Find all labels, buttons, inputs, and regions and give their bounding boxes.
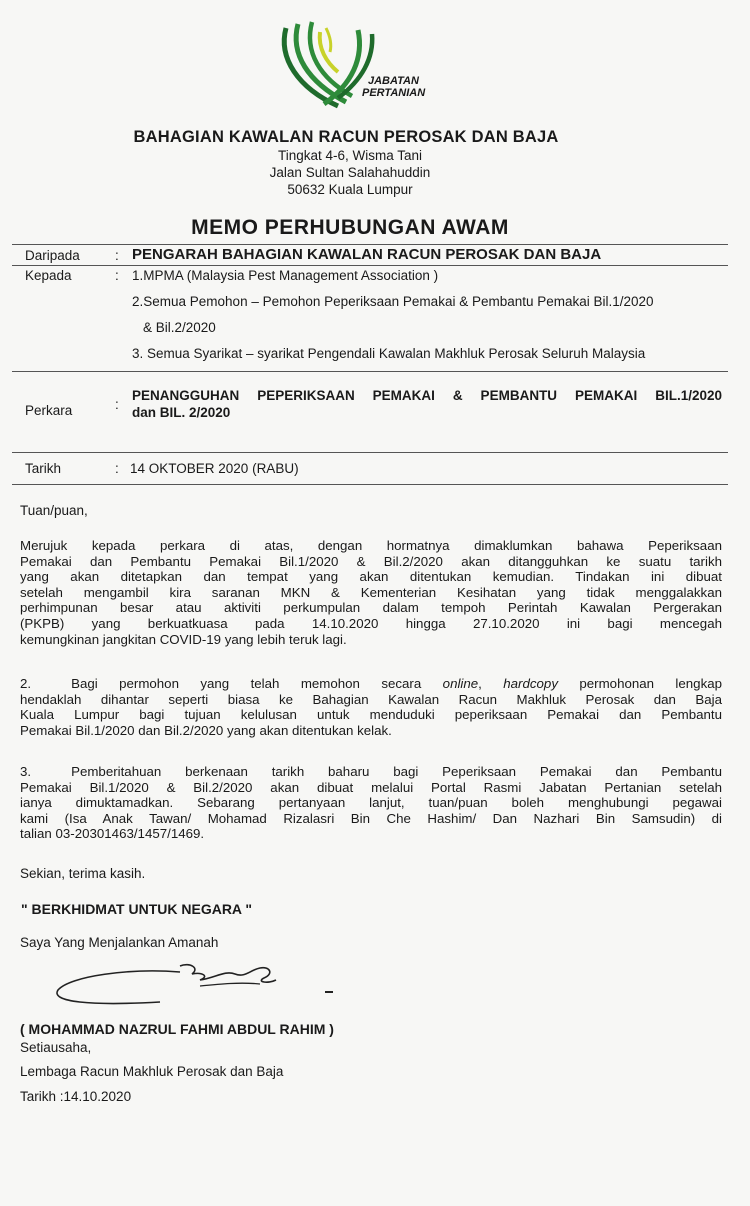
subject-line-2: dan BIL. 2/2020 xyxy=(132,405,231,420)
paragraph-line: setelah mengambil kira saranan MKN & Kementerian Kesihatan yang tidak menggalakkan xyxy=(20,584,722,600)
address-line-3: 50632 Kuala Lumpur xyxy=(287,182,413,197)
trust-line: Saya Yang Menjalankan Amanah xyxy=(20,935,219,950)
logo-text-pertanian: PERTANIAN xyxy=(362,87,426,99)
divider-line xyxy=(12,452,728,453)
signatory-organisation: Lembaga Racun Makhluk Perosak dan Baja xyxy=(20,1064,284,1079)
paragraph-line: Pemakai dan Pembantu Pemakai Bil.1/2020 & Bil.2/2020 akan ditangguhkan ke suatu tarikh xyxy=(20,553,722,569)
handwritten-signature xyxy=(50,958,350,1018)
closing: Sekian, terima kasih. xyxy=(20,866,146,881)
divider-line xyxy=(12,244,728,245)
paragraph-line: hendaklah dihantar seperti biasa ke Bahagian Kawalan Racun Makhluk Perosak dan Baja xyxy=(20,691,722,707)
to-item-3: 3. Semua Syarikat – syarikat Pengendali Kawalan Makhluk Perosak Seluruh Malaysia xyxy=(132,346,646,361)
paragraph-2-text: Bagi permohon yang telah memohon secara xyxy=(71,676,422,691)
paragraph-3-number: 3. xyxy=(20,764,32,779)
paragraph-1 xyxy=(20,538,722,647)
paragraph-3 xyxy=(20,764,722,842)
subject-label: Perkara xyxy=(25,403,73,418)
to-item-2-cont: & Bil.2/2020 xyxy=(143,320,216,335)
paragraph-2-text-post: permohonan lengkap xyxy=(579,676,723,691)
signatory-title: Setiausaha, xyxy=(20,1040,92,1055)
paragraph-2-online: online xyxy=(442,676,479,691)
wheat-leaf-logo-icon xyxy=(268,18,428,118)
divider-line xyxy=(12,265,728,266)
paragraph-line: Pemakai Bil.1/2020 dan Bil.2/2020 yang akan ditentukan kelak. xyxy=(20,722,392,738)
paragraph-line: Pemakai Bil.1/2020 & Bil.2/2020 akan dibuat melalui Portal Rasmi Jabatan Pertanian setelah xyxy=(20,779,722,795)
divider-line xyxy=(12,371,728,372)
paragraph-line xyxy=(20,764,722,780)
paragraph-line: ianya dimuktamadkan. Sebarang pertanyaan lanjut, tuan/puan boleh menghubungi pegawai xyxy=(20,795,722,811)
date-value: 14 OKTOBER 2020 (RABU) xyxy=(130,461,299,476)
paragraph-line: Merujuk kepada perkara di atas, dengan hormatnya dimaklumkan bahawa Peperiksaan xyxy=(20,538,722,553)
subject-colon: : xyxy=(115,397,119,412)
paragraph-line: Kuala Lumpur bagi tujuan kelulusan untuk menduduki peperiksaan Pemakai dan Pembantu xyxy=(20,707,722,723)
to-colon: : xyxy=(115,268,119,283)
signatory-date: Tarikh :14.10.2020 xyxy=(20,1089,132,1104)
paragraph-2 xyxy=(20,676,722,738)
from-label: Daripada xyxy=(25,248,80,263)
to-item-1: 1.MPMA (Malaysia Pest Management Association ) xyxy=(132,268,439,283)
address-line-2: Jalan Sultan Salahahuddin xyxy=(269,165,431,180)
paragraph-line: talian 03-20301463/1457/1469. xyxy=(20,826,205,842)
logo-text-jabatan: JABATAN xyxy=(368,75,419,87)
paragraph-2-number: 2. xyxy=(20,676,32,691)
paragraph-line: (PKPB) yang berkuatkuasa pada 14.10.2020 hingga 27.10.2020 ini bagi mencegah xyxy=(20,615,722,631)
signatory-name: ( MOHAMMAD NAZRUL FAHMI ABDUL RAHIM ) xyxy=(20,1021,334,1037)
signature-icon xyxy=(50,958,350,1018)
subject-value xyxy=(132,387,722,421)
memo-title: MEMO PERHUBUNGAN AWAM xyxy=(191,216,509,239)
date-label: Tarikh xyxy=(25,461,62,476)
jabatan-pertanian-logo xyxy=(268,18,428,118)
date-colon: : xyxy=(115,461,119,476)
address-line-1: Tingkat 4-6, Wisma Tani xyxy=(277,148,423,163)
paragraph-line: perhimpunan besar atau aktiviti perkumpulan dalam tempoh Perintah Kawalan Pergerakan xyxy=(20,600,722,616)
from-value: PENGARAH BAHAGIAN KAWALAN RACUN PEROSAK DAN BAJA xyxy=(132,246,602,263)
paragraph-line: 2. Bagi permohon yang telah memohon secara online, hardcopy permohonan lengkap xyxy=(20,676,723,691)
paragraph-line: yang akan ditetapkan dan tempat yang akan ditentukan kemudian. Tindakan ini dibuat xyxy=(20,569,722,585)
to-item-2: 2.Semua Pemohon – Pemohon Peperiksaan Pemakai & Pembantu Pemakai Bil.1/2020 xyxy=(132,294,654,309)
divider-line xyxy=(12,484,728,485)
salutation: Tuan/puan, xyxy=(20,503,88,518)
motto: " BERKHIDMAT UNTUK NEGARA " xyxy=(21,901,253,917)
paragraph-line: kemungkinan jangkitan COVID-19 yang lebih teruk lagi. xyxy=(20,631,347,647)
division-name: BAHAGIAN KAWALAN RACUN PEROSAK DAN BAJA xyxy=(133,128,559,146)
paragraph-2-hardcopy: hardcopy xyxy=(503,676,558,691)
paragraph-line: kami (Isa Anak Tawan/ Mohamad Rizalasri Bin Che Hashim/ Dan Nazhari Bin Samsudin) di xyxy=(20,810,722,826)
subject-line-1: PENANGGUHAN PEPERIKSAAN PEMAKAI & PEMBANTU PEMAKAI BIL.1/2020 xyxy=(132,388,722,403)
from-colon: : xyxy=(115,248,119,263)
to-label: Kepada xyxy=(25,268,72,283)
paragraph-3-text: Pemberitahuan berkenaan tarikh baharu bagi Peperiksaan Pemakai dan Pembantu xyxy=(71,764,722,779)
